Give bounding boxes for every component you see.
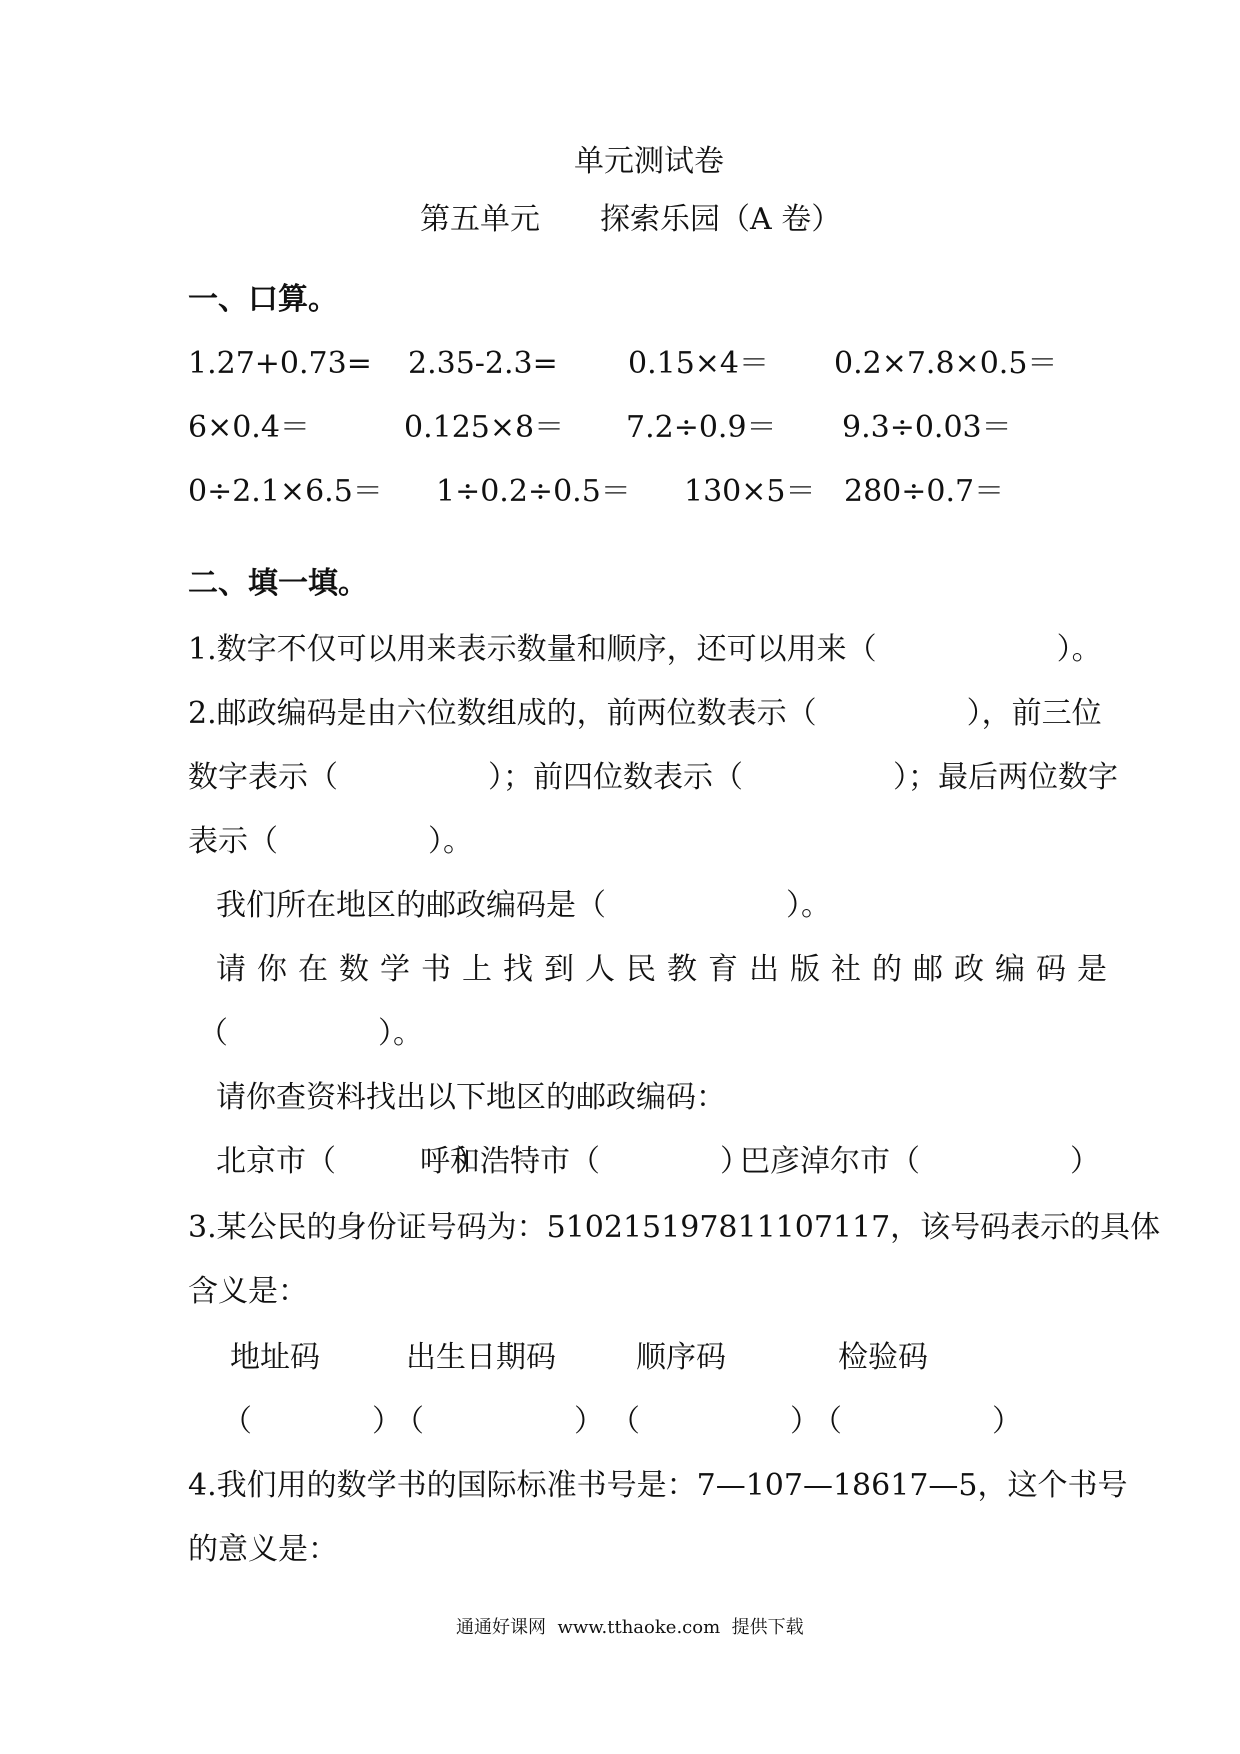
id-part-blank: （ ） <box>222 1404 402 1439</box>
question-2-local-code: 我们所在地区的邮政编码是（ ）。 <box>216 888 831 923</box>
question-2-line: 表示（ ）。 <box>188 824 473 859</box>
question-4-line: 的意义是： <box>188 1532 338 1567</box>
question-2-line: 数字表示（ ）；前四位数表示（ ）；最后两位数字 <box>188 760 1118 795</box>
page-footer: 通通好课网 www.tthaoke.com 提供下载 <box>456 1617 804 1638</box>
id-part-blank: （ ） <box>394 1404 604 1439</box>
section1-heading: 一、口算。 <box>188 282 338 317</box>
calc-item: 0.2×7.8×0.5＝ <box>834 346 1058 381</box>
id-part-blank: （ ） <box>610 1404 820 1439</box>
question-2-publisher-code: 请你在数学书上找到人民教育出版社的邮政编码是 <box>216 952 1118 987</box>
question-1: 1.数字不仅可以用来表示数量和顺序，还可以用来（ ）。 <box>188 632 1102 667</box>
section2-heading: 二、填一填。 <box>188 566 368 601</box>
id-part-label: 地址码 <box>230 1340 320 1375</box>
calc-item: 0÷2.1×6.5＝ <box>188 474 383 509</box>
city-postcode-blank: 北京市（ ） <box>216 1144 486 1179</box>
question-4-line: 4.我们用的数学书的国际标准书号是：7—107—18617—5，这个书号 <box>188 1468 1128 1503</box>
calc-item: 0.125×8＝ <box>404 410 565 445</box>
calc-item: 2.35-2.3= <box>408 346 558 381</box>
calc-item: 130×5＝ <box>684 474 816 509</box>
city-postcode-blank: 巴彦淖尔市（ ） <box>740 1144 1100 1179</box>
city-postcode-blank: 呼和浩特市（ ） <box>420 1144 750 1179</box>
question-2-publisher-blank: （ ）。 <box>198 1016 423 1051</box>
id-part-label: 检验码 <box>838 1340 928 1375</box>
id-part-label: 顺序码 <box>636 1340 726 1375</box>
id-part-label: 出生日期码 <box>406 1340 556 1375</box>
calc-item: 7.2÷0.9＝ <box>626 410 777 445</box>
calc-item: 6×0.4＝ <box>188 410 310 445</box>
calc-item: 280÷0.7＝ <box>844 474 1005 509</box>
question-3-line: 含义是： <box>188 1274 308 1309</box>
id-part-blank: （ ） <box>812 1404 1022 1439</box>
calc-item: 9.3÷0.03＝ <box>842 410 1012 445</box>
question-3-line: 3.某公民的身份证号码为：510215197811107117，该号码表示的具体 <box>188 1210 1161 1245</box>
unit-name: 探索乐园（A 卷） <box>600 202 842 237</box>
calc-item: 1÷0.2÷0.5＝ <box>436 474 631 509</box>
question-2-lookup: 请你查资料找出以下地区的邮政编码： <box>216 1080 726 1115</box>
page-title: 单元测试卷 <box>574 144 724 179</box>
calc-item: 0.15×4＝ <box>628 346 770 381</box>
unit-label: 第五单元 <box>420 202 540 237</box>
question-2-line: 2.邮政编码是由六位数组成的，前两位数表示（ ），前三位 <box>188 696 1102 731</box>
calc-item: 1.27+0.73= <box>188 346 372 381</box>
